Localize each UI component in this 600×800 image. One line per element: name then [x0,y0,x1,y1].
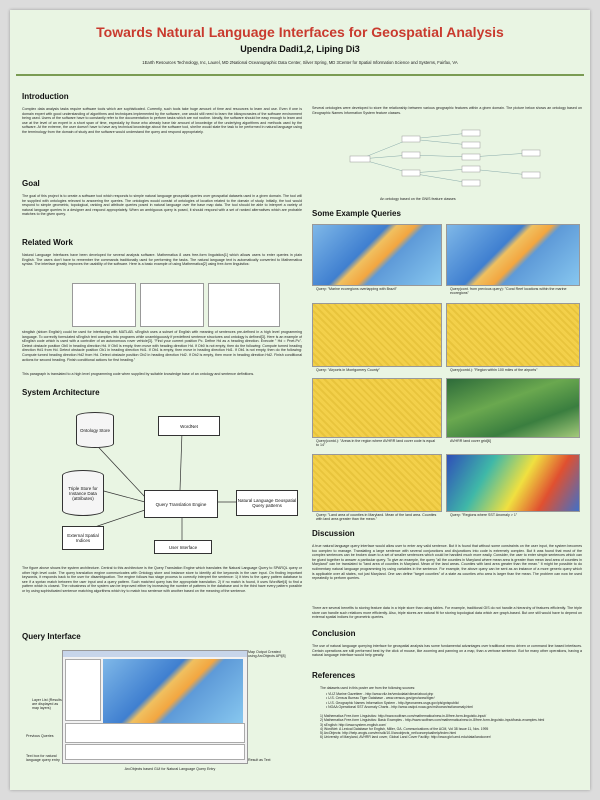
triple-store-box: Triple Store for Instance Data (attributes) [62,470,104,516]
title-divider [16,74,584,76]
conclusion-heading: Conclusion [312,629,356,638]
architecture-heading: System Architecture [22,388,100,397]
reference-item: 3) sEnglish: http://www.system-english.com/ [320,722,387,727]
query-interface-heading: Query Interface [22,632,81,641]
dataset-list [326,692,582,709]
authors: Upendra Dadi1,2, Liping Di3 [240,44,360,54]
ontology-caption: An ontology based on the GNIS feature classes [380,197,456,201]
reference-item: 5) ArcObjects: http://help.arcgis.com/en/sdk/10.0/arcobjects_net/conceptualhelp/index.html [320,731,457,736]
related-work-text-1: Natural Language Interfaces have been developed for several analysis software. Mathematica 8 uses free-form linguistics[1] which allows users to enter queries in plain English. The users don't have to remember the commands traditionally used for performing the tasks. The natural language text is automatically converted to Mathematica syntax. The interface greatly improves the usability of the software. Here is a basic example of using Mathematica[2] using free-form linguistics: [22,253,302,267]
external-spatial-indices-box: External Spatial Indices [62,526,104,550]
introduction-heading: Introduction [22,92,69,101]
ontology-store-box: Ontology Store [76,412,114,448]
discussion-text-2: There are several benefits to storing feature data in a triple store than using tables. For example, traditional GIS do not handle a hierarchy of features efficiently. The triple store can handle such relations more efficiently. Also, triple stores are natural fit for storing topological data which are graph-based. But one still would have to depend on external spatial indices for geometric queries. [312,606,582,620]
example-map-8 [446,454,580,512]
reference-list [320,714,582,740]
example-caption-7: Query: "Land area of counties in Maryland. Mean of the land area. Counties with land area greater than the mean." [316,513,437,522]
example-caption-2: Query(cont. from previous query): "Coral Reef locations within the marine ecoregions" [450,287,567,296]
map-output-label: Map Output Created using ArcObjects API[8] [248,650,286,658]
query-interface-screenshot [62,650,248,764]
poster-title: Towards Natural Language Interfaces for Geospatial Analysis [96,24,504,40]
gui-titlebar [63,651,247,657]
example-caption-1: Query: "Marine ecoregions overlapping with Brazil" [316,287,397,291]
reference-item: 2) Mathematica Free-form Linguistics: Basic Examples - http://www.wolfram.com/mathematica/new-in-8/free-form-linguistic-input/basic-examples.html [320,718,545,723]
goal-heading: Goal [22,179,40,188]
example-map-5 [312,378,442,438]
affiliations: 1Earth Resources Technology, Inc, Laurel, MD 2National Oceanographic Data Center, Silver Spring, MD 3Center for Spatial Information Science and Systems, Fairfax, VA [142,60,458,65]
ontology-intro-text: Several ontologies were developed to store the relationship between various geographic features within a given domain. The picture below shows an ontology based on Geographic Names Information System feature classes. [312,106,582,115]
discussion-text-1: A true natural language query interface would allow user to enter any valid sentence. But it is found that without some constraints on the user input, the system becomes too complex to manage. Translating a large sentence with several conjunctions and disjunctions into code is extremely complex. But it was found that most of the complex sentences can be broken down to a set of smaller sentences which could be handled much more easily. Consider, the user to enter simple sentences which can be glued together to answer a particular query. To give an example, the query "all the counties in Maryland where mean area is greater than mean land area of counties in Maryland" can be translated to "land area of counties in Maryland. Mean of the land areas. Counties with land area greater than the mean." It might be possible to do rudimentary natural language programming by using variables in the sentence. For example, the above query can be sent as an instance of a more generic query which is applicable over all states, not just Maryland. One can define "target counties" of a state as counties who area is larger than the mean. The problem can now be used repeatedly to perform queries. [312,544,582,581]
gui-query-entry [65,744,245,760]
example-caption-6: AVHRR land cover grid[6] [450,439,491,443]
ontology-graph [340,125,560,193]
example-map-7 [312,454,442,512]
example-queries-heading: Some Example Queries [312,209,401,218]
mathematica-example-2 [140,283,204,327]
example-map-1 [312,224,442,286]
previous-queries-label: Previous Queries [26,734,54,738]
example-caption-4: Query(contd.): "Region within 100 miles of the airports" [450,368,538,372]
dataset-item: • VLIZ Marine Gazetteer - http://www.vliz.be/vmdcdata/vlimar/about.php [326,692,434,696]
example-map-3 [312,303,442,367]
query-interface-caption: ArcObjects based GUI for Natural Language Query Entry [124,767,216,771]
gui-layer-list [65,659,101,721]
poster [10,10,590,790]
gui-map-view [103,659,243,723]
reference-item: 1) Mathematica Free-form Linguistics: http://www.wolfram.com/mathematica/new-in-8/free-form-linguistic-input/ [320,714,487,718]
mathematica-example-1 [72,283,136,327]
discussion-heading: Discussion [312,529,355,538]
layer-list-label: Layer List (Results are displayed as map layers) [32,698,62,710]
example-caption-5: Query(contd.): "Areas in the region where AVHRR land cover code is equal to 14" [316,439,436,448]
related-work-text-3: This paragraph is translated to a high level programming code when supplied by suitable knowledge base of an ontology and sentence definitions. [22,372,255,376]
references-heading: References [312,671,356,680]
introduction-text: Complex data analysis tasks require software tools which are sophisticated. Currently, such tools take huge amount of time and resources to learn and use. Even if one is domain expert with good understanding of algorithms and techniques implemented by the software, one would still need to learn the idiosyncrasies of the software environment being used. Users of the software have to constantly refer to the documentation to perform tasks which are not routine. Ideally, the software should be easy enough to learn and use at the level of an expert in a short span of time, especially by those who already have fair amount of knowledge of the underlying algorithms and methods used by the software. At the extreme, the user doesn't have to have any technical knowledge about the software tool, she/he would state the task to be performed in natural language using the terminology from the domain of study and the software would understand the query and respond appropriately. [22,107,302,134]
example-caption-3: Query: "Airports in Montgomery County" [316,368,380,372]
result-as-text-label: Result as Text [248,758,271,762]
gui-previous-queries [65,723,245,743]
conclusion-text: The use of natural language querying interface for geospatial analysis has some fundamental advantages over traditional menu driven or command line based interfaces. Certain operations are still performed best by the click of mouse, like zooming and panning on a map, than a verbose sentence. But for many other operations, having a natural language interface would help greatly. [312,644,582,658]
dataset-item: • U.S. Geographic Names Information System - http://geonames.usgs.gov/pls/gnispublic/ [326,700,460,705]
goal-text: The goal of this project is to create a software tool which responds to simple natural language geospatial queries over geospatial datasets used in a given domain. The tool will be supplied with ontologies relevant to answering the queries. The ontologies would consist of ontologies of location related to the domain of study. Initially, the tool would respond to simple geometric, topological, ranking and attribute queries posed in natural language over the base map data. The tool should be able to interpret a variety of natural language queries in a designer and respond appropriately. When an ambiguous query is posed, it should respond with a set of ranked alternatives which are probable matches to the given query. [22,194,302,217]
example-map-6 [446,378,580,438]
nl-query-patterns-box: Natural Language Geospatial Query patterns [236,490,298,516]
mathematica-example-3 [208,283,280,327]
wordnet-box: WordNet [158,416,220,436]
user-interface-box: User Interface [154,540,212,554]
related-work-heading: Related Work [22,238,73,247]
example-map-4 [446,303,580,367]
dataset-item: • NOAA Operational SST Anomaly Charts - http://www.osdpd.noaa.gov/ml/ocean/sst/anomaly.html [326,704,473,709]
architecture-text: The figure above shows the system architecture. Central to this architecture is the Query Translation Engine which translates the Natural Language Query to SPARQL query or other high level code. The query translation engine communicates with Ontology store and instance store to identify all the keywords in the user input. On finding important keywords, it responds back to the user for disambiguation. The engine follows two stage process to correctly interpret the sentence: 1) it tries to the query pattern database to see if a syntax match between the user input and a query pattern. Such matched query has the appropriate translation. 2) if no match is found, it uses WordNet[4] to find a pattern which is closest. The robustness of the system can be improved either by increasing the number of patterns in the database and in the third have every pattern possible or by using sophisticated sentence matching algorithms which try to match two sentence with another based on the meaning of the sentence. [22,566,302,593]
datasets-intro: The datasets used in this poster are from the following sources: [320,686,416,690]
reference-item: 4) WordNet: A Lexical Database for English, Miller, GA. Communications of the ACM, Vol 38 Issue 11, Nov. 1995 [320,726,489,731]
example-caption-8: Query: "Regions where SST Anomaly > 1" [450,513,518,517]
reference-item: 6) University of Maryland, AVHRR land cover, Global Land Cover Facility: http://www.glcf.umd.edu/data/landcover/ [320,735,491,740]
query-translation-engine-box: Query Translation Engine [144,490,218,518]
example-map-2 [446,224,580,286]
text-box-label: Text box for natural language query entry [26,754,60,762]
related-work-text-2: sbnglish (sbiom English) could be used for interfacing with MATLAB. sEnglish uses a subset of English with meaning of sentences pre-defined in a high level programming language. To correctly formulated sEnglish text compiles into programs while unambiguously if predefined sentence structures and ontology is defined[3]. Here is an example of sEnglish code which is used with a controller of an autonomous rover vehicle[3]. "Find your current position Pc. Define Hd as a heading direction. Execute " Hd = Pnet-Pc". Detect obstacle position Ob0 in heading direction Hd. If Ob0 is empty, then move with heading direction Hd. If Ob0 is not empty, then do the following: Compute turned heading direction Hd1 from Hd. Detect obstacle position Ob1 in heading direction Hd1. If Ob1 is empty, then move in heading direction Hd1. If Ob1 is not empty, then do the following: Compute turned heading direction Hd2 from Hd. Detect obstacle position Ob2 in heading direction Hd2. If Ob2 is empty, then move in heading direction Hd2. Finish conditional actions for second heading. Finish conditional actions for first heading." [22,330,302,362]
dataset-item: • U.S. Census Bureau Tiger Database - www.census.gov/geo/www/tiger/ [326,696,435,701]
